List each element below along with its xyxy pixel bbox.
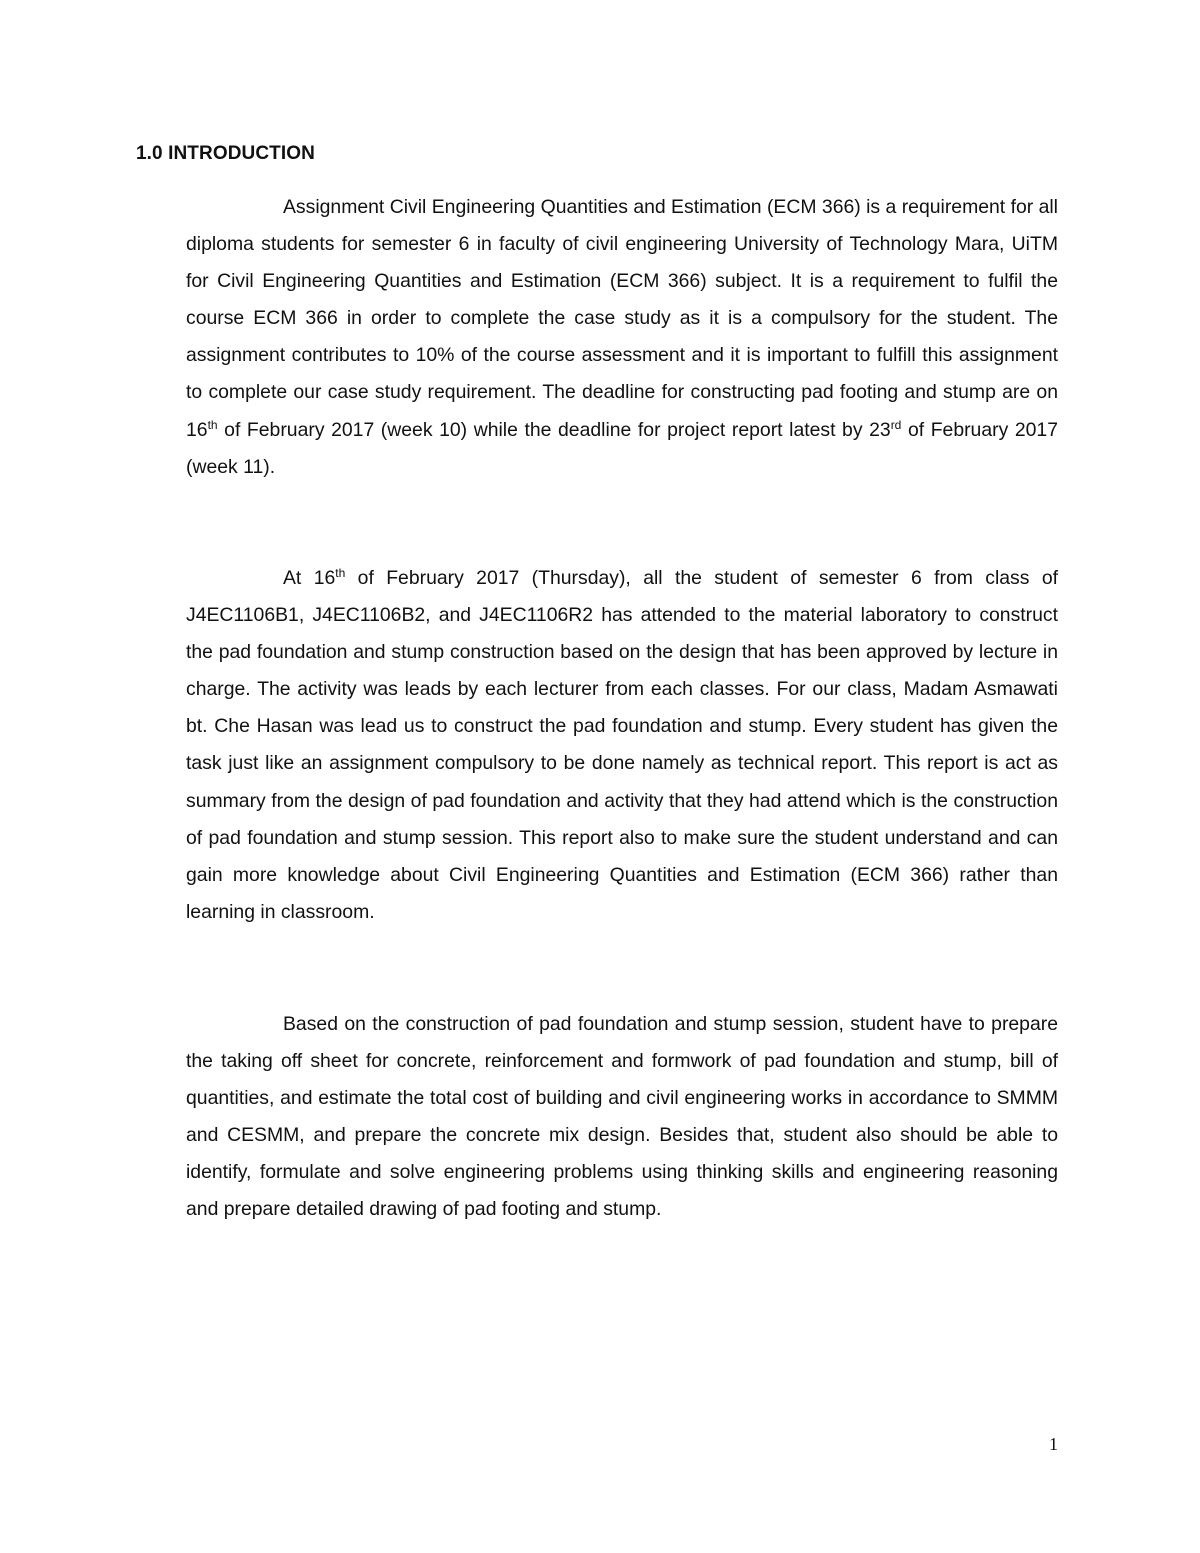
paragraph-3 [186, 1006, 1058, 1229]
page-number: 1 [1049, 1434, 1058, 1454]
paragraph-1 [186, 189, 1058, 486]
paragraph-2 [186, 560, 1058, 931]
paragraph-3-segment-1: Based on the construction of pad foundation and stump session, student have to prepare the taking off sheet for concrete, reinforcement and formwork of pad foundation and stump, bill of quantities, and estimate the total cost of building and civil engineering works in accordance to SMMM and CESMM, and prepare the concrete mix design. Besides that, student also should be able to identify, formulate and solve engineering problems using thinking skills and engineering reasoning and prepare detailed drawing of pad footing and stump. [186, 1013, 1058, 1221]
paragraph-1-segment-5: of February 2017 (week 11). [186, 418, 1058, 478]
superscript-th: th [207, 417, 218, 432]
superscript-rd: rd [890, 417, 902, 432]
paragraph-1-segment-3: of February 2017 (week 10) while the deadline for project report latest by 23 [217, 418, 891, 441]
paragraph-1-segment-1: Assignment Civil Engineering Quantities and Estimation (ECM 366) is a requirement for all diploma students for semester 6 in faculty of civil engineering University of Technology Mara, UiTM for Civil Engineering Quantities and Estimation (ECM 366) subject. It is a requirement to fulfil the course ECM 366 in order to complete the case study as it is a compulsory for the student. The assignment contributes to 10% of the course assessment and it is important to fulfill this assignment to complete our case study requirement. The deadline for constructing pad footing and stump are on 16 [186, 196, 1058, 441]
paragraph-2-segment-3: of February 2017 (Thursday), all the student of semester 6 from class of J4EC1106B1, J4EC1106B2, and J4EC1106R2 has attended to the material laboratory to construct the pad foundation and stump construction based on the design that has been approved by lecture in charge. The activity was leads by each lecturer from each classes. For our class, Madam Asmawati bt. Che Hasan was lead us to construct the pad foundation and stump. Every student has given the task just like an assignment compulsory to be done namely as technical report. This report is act as summary from the design of pad foundation and activity that they had attend which is the construction of pad foundation and stump session. This report also to make sure the student understand and can gain more knowledge about Civil Engineering Quantities and Estimation (ECM 366) rather than learning in classroom. [186, 567, 1058, 923]
section-heading: 1.0 INTRODUCTION [136, 143, 315, 164]
paragraph-2-segment-1: At 16 [283, 567, 336, 589]
superscript-th: th [335, 565, 346, 580]
